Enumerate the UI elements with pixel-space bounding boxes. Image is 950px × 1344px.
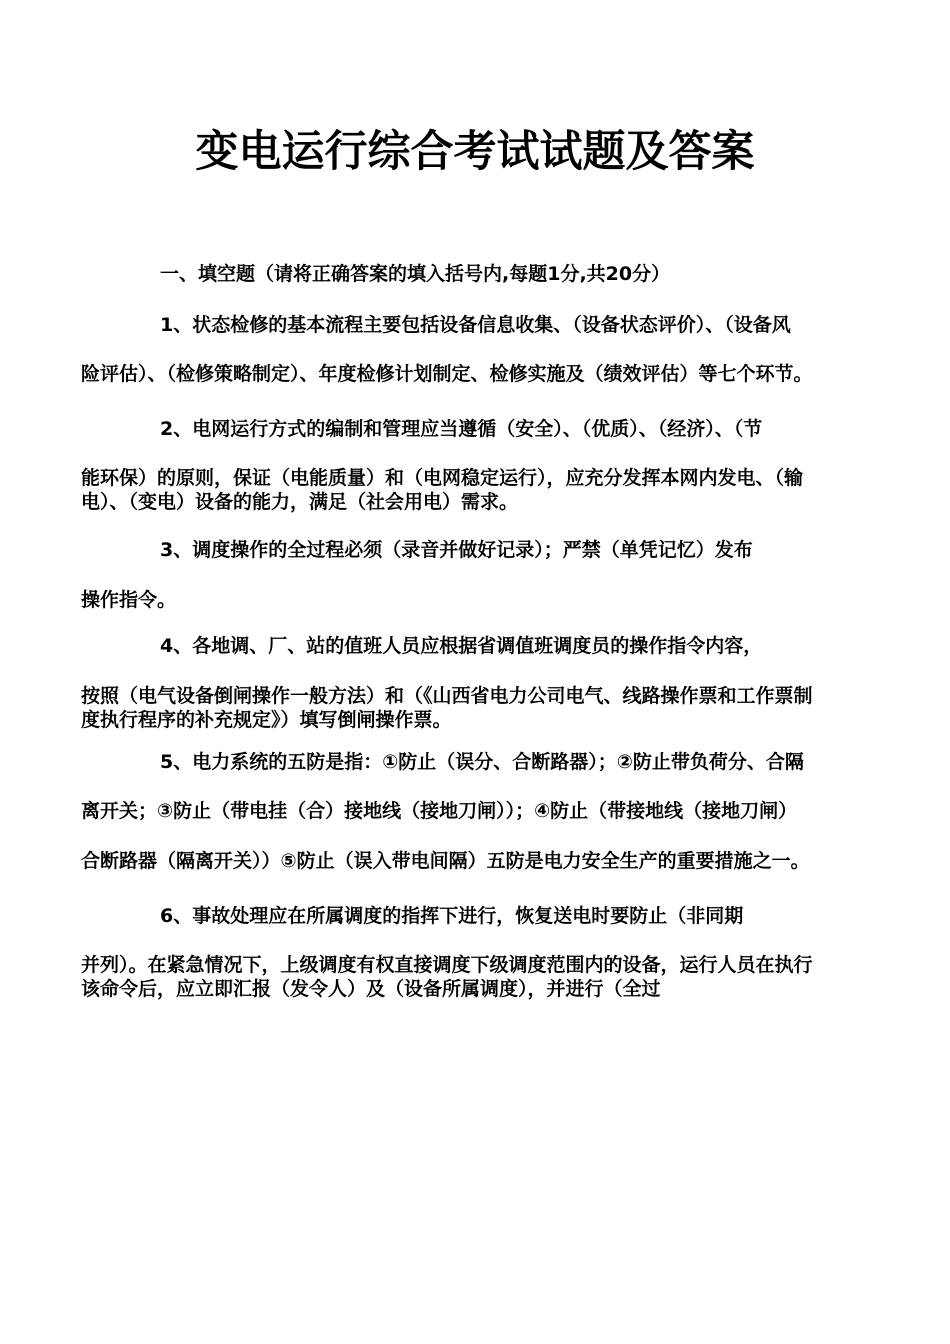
question-4-line-3: 度执行程序的补充规定》）填写倒闸操作票。	[81, 709, 452, 731]
question-6-line-1: 6、事故处理应在所属调度的指挥下进行，恢复送电时要防止（非同期	[160, 905, 744, 927]
question-5-line-1: 5、电力系统的五防是指：①防止（误分、合断路器）；②防止带负荷分、合隔	[160, 751, 804, 773]
question-2-line-2: 能环保）的原则，保证（电能质量）和（电网稳定运行），应充分发挥本网内发电、（输	[81, 467, 804, 489]
question-5-line-3: 合断路器（隔离开关））⑤防止（误入带电间隔）五防是电力安全生产的重要措施之一。	[81, 850, 810, 872]
question-2-line-1: 2、电网运行方式的编制和管理应当遵循（安全）、（优质）、（经济）、（节	[160, 418, 763, 440]
question-5-line-2: 离开关；③防止（带电挂（合）接地线（接地刀闸））；④防止（带接地线（接地刀闸）	[81, 800, 798, 822]
question-6-line-3: 该命令后，应立即汇报（发令人）及（设备所属调度），并进行（全过	[81, 978, 661, 1000]
question-6-line-2: 并列）。在紧急情况下，上级调度有权直接调度下级调度范围内的设备，运行人员在执行	[81, 954, 813, 976]
question-3-line-1: 3、调度操作的全过程必须（录音并做好记录）；严禁（单凭记忆）发布	[160, 539, 753, 561]
question-4-line-1: 4、各地调、厂、站的值班人员应根据省调值班调度员的操作指令内容，	[160, 635, 763, 657]
document-title: 变电运行综合考试试题及答案	[195, 127, 755, 177]
question-4-line-2: 按照（电气设备倒闸操作一般方法）和（《山西省电力公司电气、线路操作票和工作票制	[81, 685, 813, 707]
question-1-line-2: 险评估）、（检修策略制定）、年度检修计划制定、检修实施及（绩效评估）等七个环节。	[81, 363, 813, 385]
section-heading: 一、填空题（请将正确答案的填入括号内,每题1分,共20分）	[160, 263, 671, 285]
question-3-line-2: 操作指令。	[81, 589, 177, 611]
question-2-line-3: 电）、（变电）设备的能力，满足（社会用电）需求。	[81, 491, 519, 513]
question-1-line-1: 1、状态检修的基本流程主要包括设备信息收集、（设备状态评价）、（设备风	[160, 314, 791, 336]
